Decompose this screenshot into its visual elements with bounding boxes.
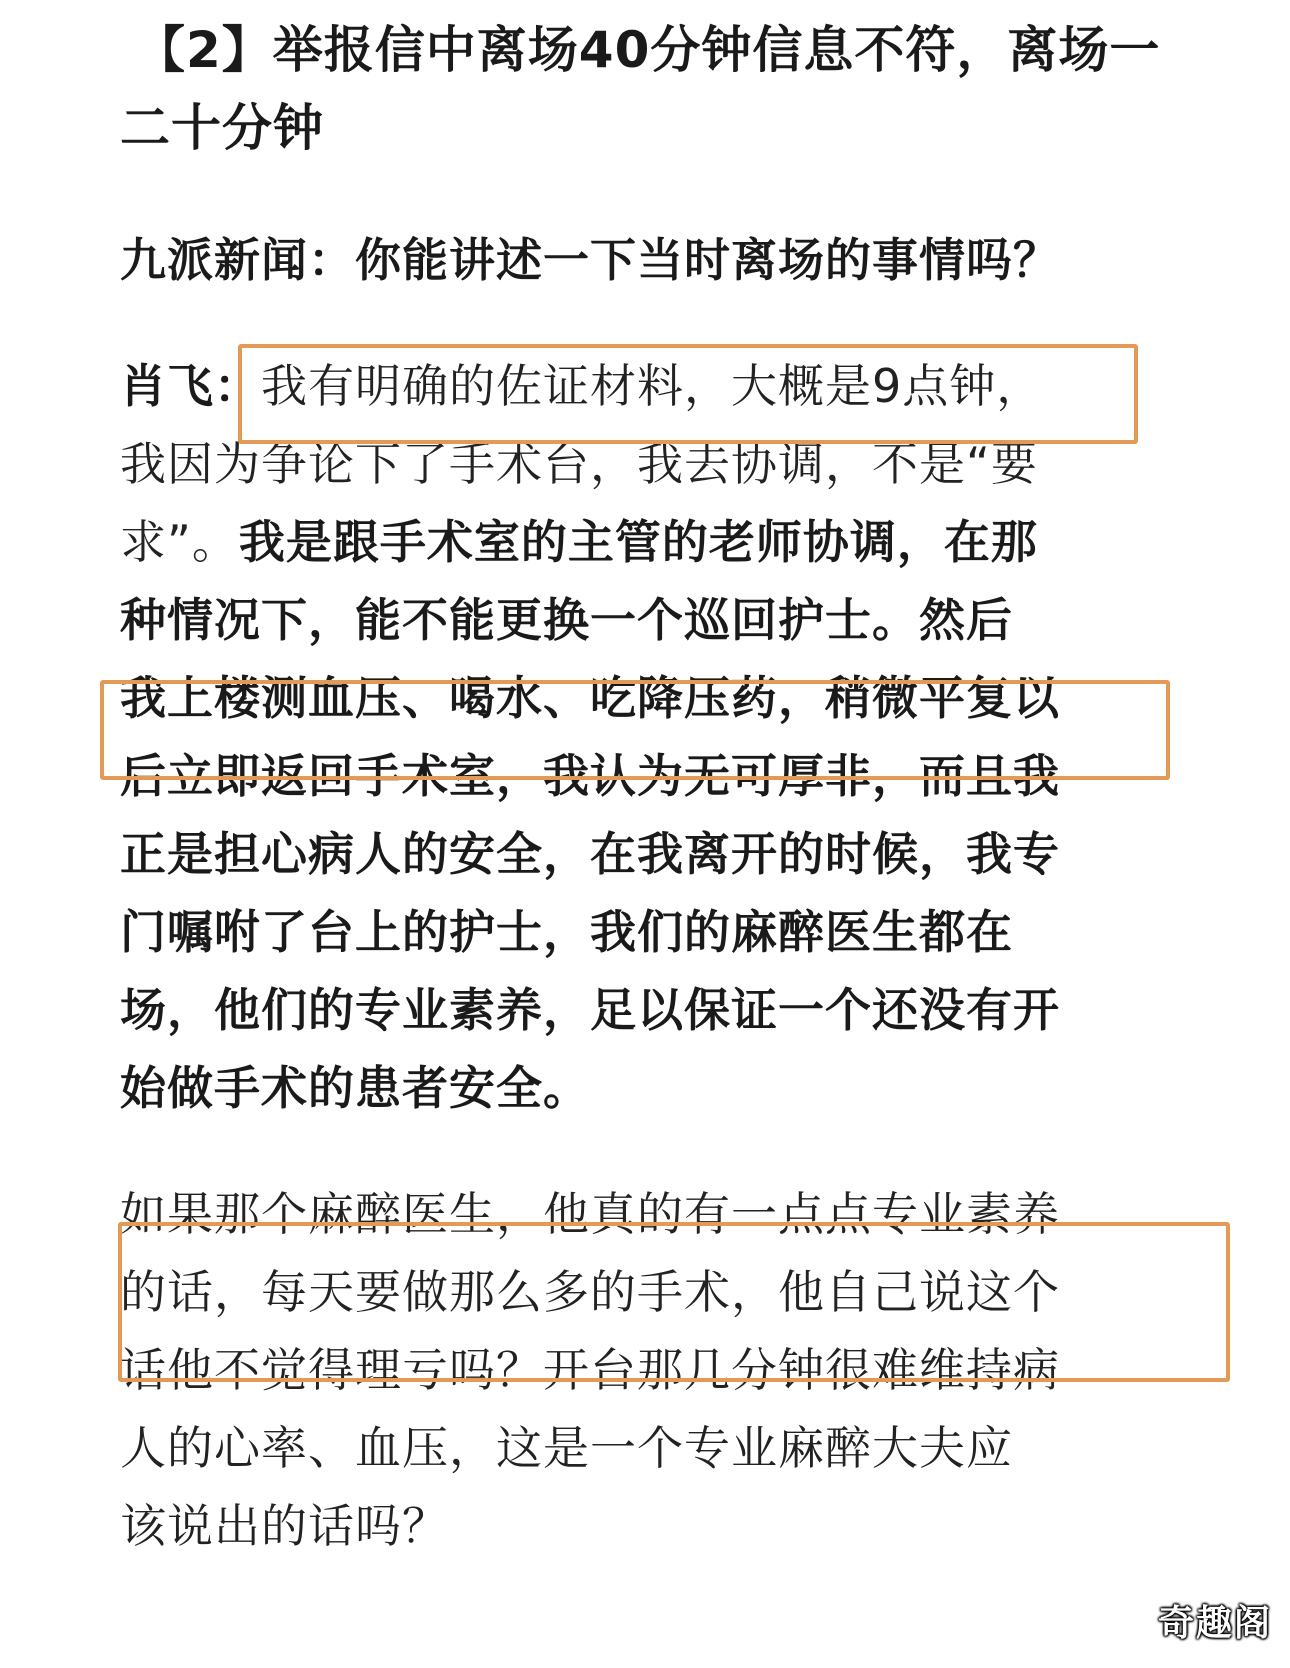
answer-text-3b: 我是跟手术室的主管的老师协调，在那 bbox=[238, 515, 1038, 569]
answer-speaker: 肖飞： bbox=[120, 359, 261, 413]
answer-text-1: 我有明确的佐证材料，大概是9点钟， bbox=[261, 359, 1044, 413]
answer-text-3a: 求”。 bbox=[120, 515, 239, 569]
answer-line-3 bbox=[120, 514, 1038, 570]
section-heading-line-2: 二十分钟 bbox=[120, 99, 324, 157]
highlight-box-evidence bbox=[238, 344, 1138, 444]
followup-line-1: 如果那个麻醉医生，他真的有一点点专业素养 bbox=[120, 1187, 1060, 1241]
followup-line-5: 该说出的话吗？ bbox=[120, 1499, 449, 1553]
followup-line-4: 人的心率、血压，这是一个专业麻醉大夫应 bbox=[120, 1421, 1013, 1475]
answer-line-5: 我上楼测血压、喝水、吃降压药，稍微平复以 bbox=[120, 671, 1060, 725]
followup-line-3: 话他不觉得理亏吗？开台那几分钟很难维持病 bbox=[120, 1343, 1060, 1397]
section-heading-line-1: 【2】举报信中离场40分钟信息不符，离场一 bbox=[135, 21, 1161, 79]
question-paragraph bbox=[120, 232, 1060, 288]
answer-line-9: 场，他们的专业素养，足以保证一个还没有开 bbox=[120, 983, 1060, 1037]
answer-line-7: 正是担心病人的安全，在我离开的时候，我专 bbox=[120, 827, 1060, 881]
answer-line-6: 后立即返回手术室，我认为无可厚非，而且我 bbox=[120, 749, 1060, 803]
followup-line-2: 的话，每天要做那么多的手术，他自己说这个 bbox=[120, 1265, 1060, 1319]
highlight-box-blood-pressure bbox=[100, 680, 1170, 780]
answer-line-4: 种情况下，能不能更换一个巡回护士。然后 bbox=[120, 593, 1013, 647]
watermark-logo: 奇趣阁 bbox=[1157, 1603, 1272, 1644]
question-speaker: 九派新闻： bbox=[120, 233, 355, 287]
question-text: 你能讲述一下当时离场的事情吗？ bbox=[355, 233, 1060, 287]
answer-line-8: 门嘱咐了台上的护士，我们的麻醉医生都在 bbox=[120, 905, 1013, 959]
answer-line-2: 我因为争论下了手术台，我去协调，不是“要 bbox=[120, 437, 1038, 491]
highlight-box-anesthesiologist bbox=[118, 1222, 1230, 1382]
answer-line-10: 始做手术的患者安全。 bbox=[120, 1061, 590, 1115]
